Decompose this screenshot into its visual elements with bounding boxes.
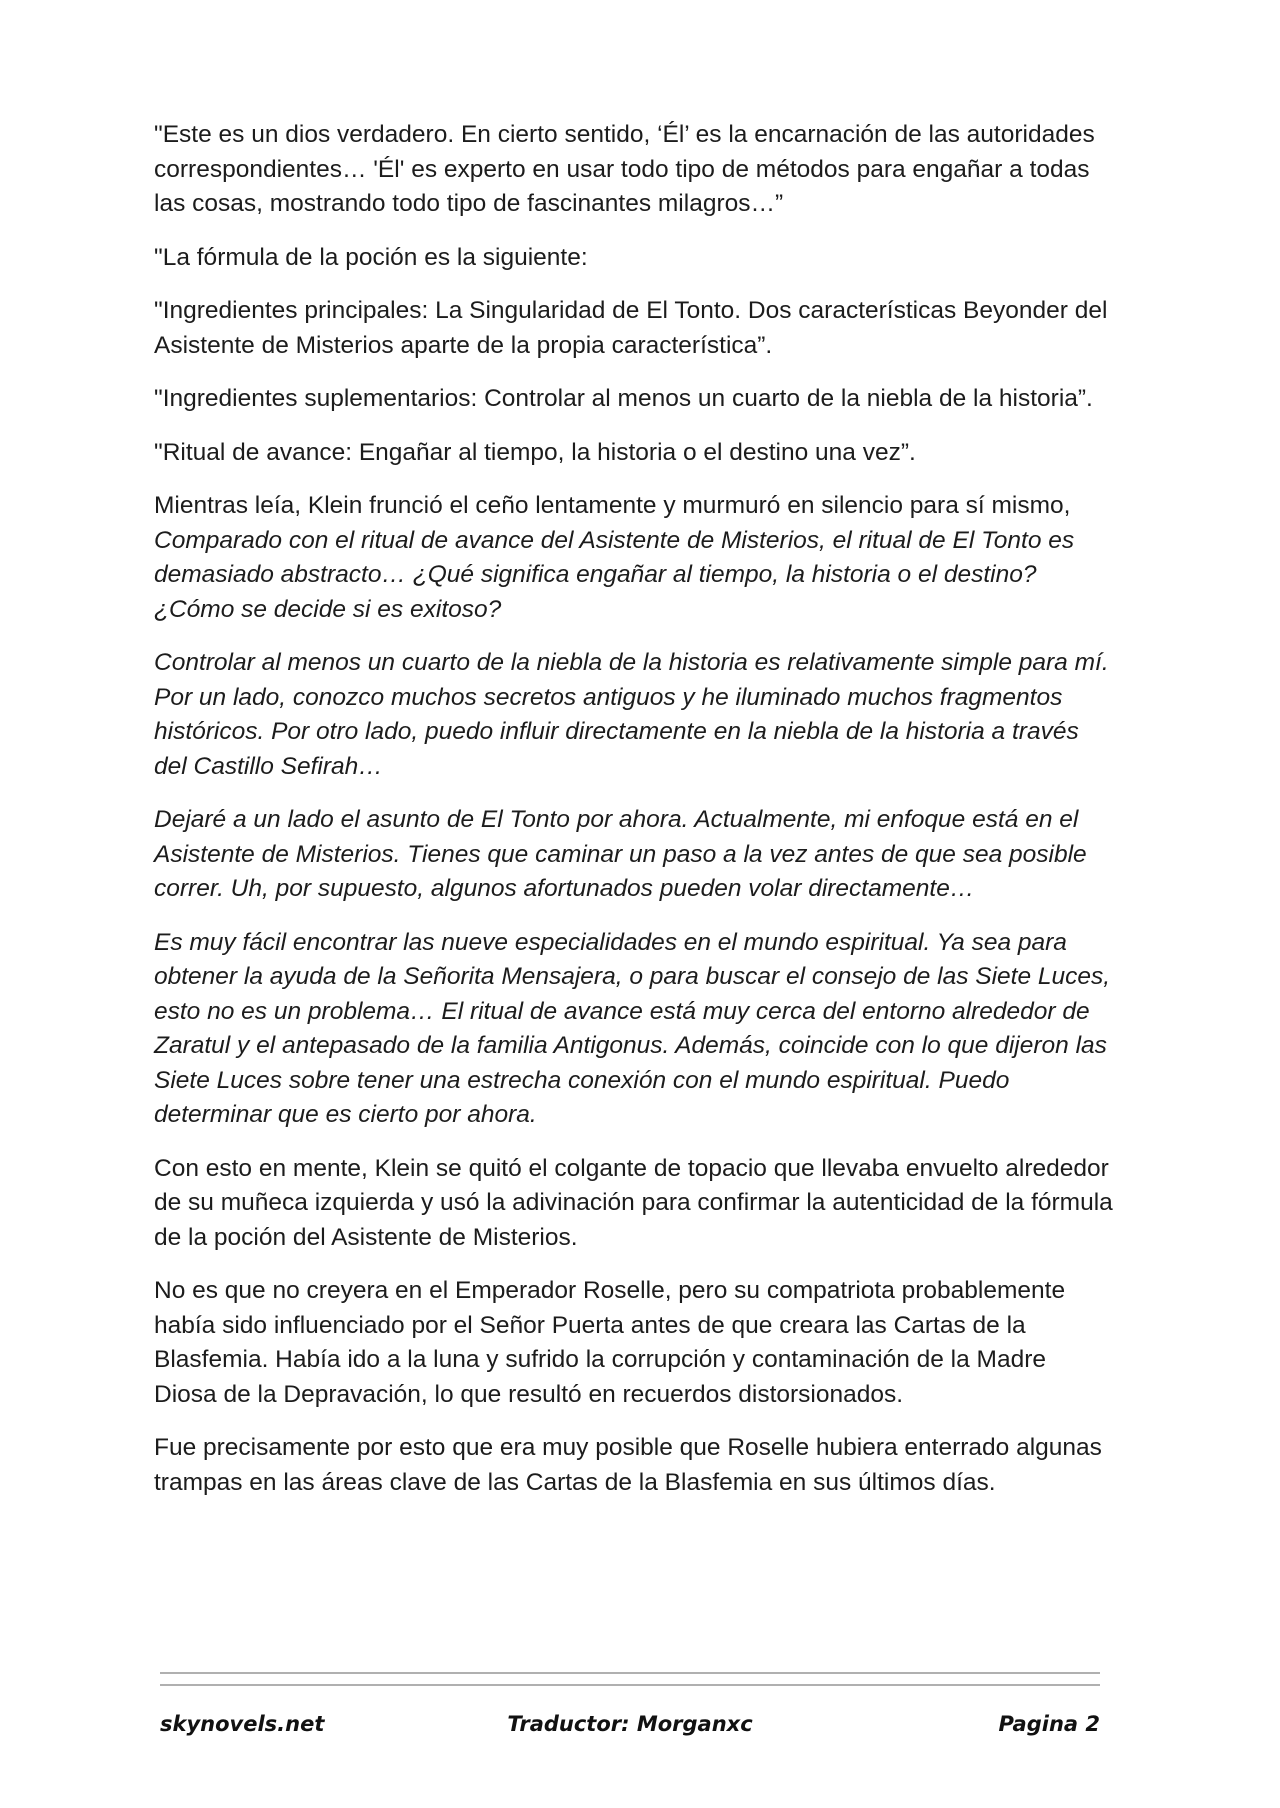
paragraph-7: Controlar al menos un cuarto de la niebla de la historia es relativamente simple para mí. Por un lado, conozco muchos secretos antiguos y he iluminado muchos fragmentos históricos. Por otro lado, puedo influir directamente en la niebla de la historia a través del Castillo Sefirah…	[154, 649, 1109, 780]
page-footer	[160, 1712, 1100, 1752]
footer-divider-bottom	[160, 1684, 1100, 1686]
paragraph-10: Con esto en mente, Klein se quitó el colgante de topacio que llevaba envuelto alrededor de su muñeca izquierda y usó la adivinación para confirmar la autenticidad de la fórmula de la poción del Asistente de Misterios.	[154, 1154, 1113, 1251]
footer-translator: Traductor: Morganxc	[507, 1712, 753, 1736]
paragraph-3: "Ingredientes principales: La Singularidad de El Tonto. Dos características Beyonder del Asistente de Misterios aparte de la propia característica”.	[154, 297, 1108, 359]
document-body	[154, 118, 1114, 1519]
paragraph-9: Es muy fácil encontrar las nueve especialidades en el mundo espiritual. Ya sea para obtener la ayuda de la Señorita Mensajera, o para buscar el consejo de las Siete Luces, esto no es un problema… El ritual de avance está muy cerca del entorno alrededor de Zaratul y el antepasado de la familia Antigonus. Además, coincide con lo que dijeron las Siete Luces sobre tener una estrecha conexión con el mundo espiritual. Puedo determinar que es cierto por ahora.	[154, 928, 1111, 1128]
footer-divider-top	[160, 1672, 1100, 1674]
footer-page-number: Pagina 2	[998, 1712, 1100, 1736]
paragraph-5: "Ritual de avance: Engañar al tiempo, la historia o el destino una vez”.	[154, 438, 916, 466]
paragraph-6-lead: Mientras leía, Klein frunció el ceño lentamente y murmuró en silencio para sí mismo,	[154, 492, 1071, 519]
paragraph-12: Fue precisamente por esto que era muy posible que Roselle hubiera enterrado algunas trampas en las áreas clave de las Cartas de la Blasfemia en sus últimos días.	[154, 1434, 1102, 1496]
footer-site: skynovels.net	[160, 1712, 325, 1736]
paragraph-8: Dejaré a un lado el asunto de El Tonto por ahora. Actualmente, mi enfoque está en el Asistente de Misterios. Tienes que caminar un paso a la vez antes de que sea posible correr. Uh, por supuesto, algunos afortunados pueden volar directamente…	[154, 806, 1087, 902]
paragraph-6-thought: Comparado con el ritual de avance del Asistente de Misterios, el ritual de El Tonto es demasiado abstracto… ¿Qué significa engañar al tiempo, la historia o el destino? ¿Cómo se decide si es exitoso?	[154, 526, 1075, 623]
paragraph-4: "Ingredientes suplementarios: Controlar al menos un cuarto de la niebla de la historia”.	[154, 385, 1093, 412]
paragraph-1: "Este es un dios verdadero. En cierto sentido, ‘Él’ es la encarnación de las autoridades correspondientes… 'Él' es experto en usar todo tipo de métodos para engañar a todas las cosas, mostrando todo tipo de fascinantes milagros…”	[154, 121, 1095, 217]
paragraph-6	[154, 489, 1114, 627]
paragraph-11: No es que no creyera en el Emperador Roselle, pero su compatriota probablemente había sido influenciado por el Señor Puerta antes de que creara las Cartas de la Blasfemia. Había ido a la luna y sufrido la corrupción y contaminación de la Madre Diosa de la Depravación, lo que resultó en recuerdos distorsionados.	[154, 1277, 1066, 1408]
paragraph-2: "La fórmula de la poción es la siguiente:	[154, 243, 588, 271]
